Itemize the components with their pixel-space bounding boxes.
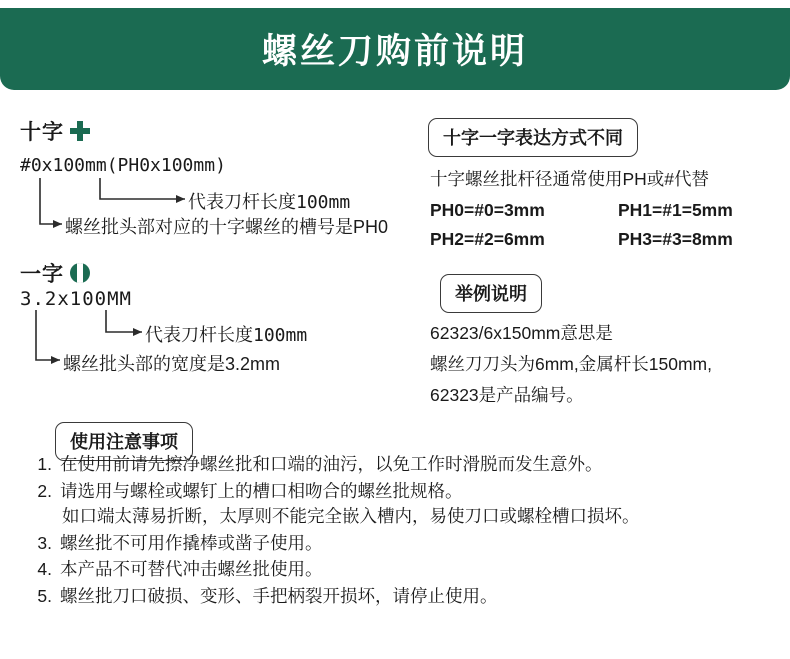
phillips-length-note: 代表刀杆长度100mm — [188, 192, 351, 213]
list-item-number: 5. — [37, 585, 52, 606]
size-map-1-left: PH2=#2=6mm — [430, 229, 545, 249]
list-item-number: 2. — [37, 480, 52, 501]
expression-difference-text: 十字螺丝批杆径通常使用PH或#代替 — [430, 169, 710, 189]
flat-width-note: 螺丝批头部的宽度是3.2mm — [63, 354, 281, 374]
phillips-slot-note: 螺丝批头部对应的十字螺丝的槽号是PH0 — [65, 217, 389, 237]
list-item-text: 本产品不可替代冲击螺丝批使用。 — [60, 559, 323, 579]
list-item-number: 3. — [37, 532, 52, 553]
flat-length-note: 代表刀杆长度100mm — [145, 325, 308, 346]
list-item-number: 1. — [37, 454, 52, 474]
example-box: 举例说明 — [440, 274, 542, 313]
phillips-code: #0x100mm(PH0x100mm) — [20, 155, 226, 176]
list-item — [28, 532, 768, 553]
flat-slot-icon — [70, 263, 90, 283]
list-item-text: 在使用前请先擦净螺丝批和口端的油污，以免工作时滑脱而发生意外。 — [60, 454, 603, 474]
size-map-0-left: PH0=#0=3mm — [430, 200, 545, 220]
list-item-text: 请选用与螺栓或螺钉上的槽口相吻合的螺丝批规格。 — [60, 480, 463, 501]
list-item — [28, 585, 768, 606]
list-item-text: 螺丝批不可用作撬棒或凿子使用。 — [60, 532, 323, 553]
flat-section-heading — [20, 258, 90, 288]
list-item — [28, 480, 768, 526]
example-line-0: 62323/6x150mm意思是 — [430, 323, 613, 343]
list-item-subtext: 如口端太薄易折断，太厚则不能完全嵌入槽内，易使刀口或螺栓槽口损坏。 — [62, 506, 640, 526]
notice-list — [28, 456, 768, 614]
example-line-2: 62323是产品编号。 — [430, 385, 584, 405]
phillips-section-heading — [20, 116, 90, 146]
phillips-cross-icon — [70, 121, 90, 141]
list-item-text: 螺丝批刀口破损、变形、手把柄裂开损坏，请停止使用。 — [60, 585, 498, 606]
flat-section-label: 一字 — [20, 263, 64, 286]
notice-box-label: 使用注意事项 — [55, 422, 193, 461]
flat-code: 3.2x100MM — [20, 288, 132, 310]
list-item — [28, 561, 768, 579]
phillips-section-label: 十字 — [20, 121, 64, 144]
expression-difference-box: 十字一字表达方式不同 — [428, 118, 638, 157]
header-banner — [0, 8, 790, 90]
size-map-0-right: PH1=#1=5mm — [618, 200, 733, 220]
list-item-number: 4. — [37, 559, 52, 579]
list-item — [28, 456, 768, 474]
example-line-1: 螺丝刀刀头为6mm,金属杆长150mm, — [430, 354, 712, 374]
page-title: 螺丝刀购前说明 — [261, 32, 528, 71]
size-map-1-right: PH3=#3=8mm — [618, 229, 733, 249]
